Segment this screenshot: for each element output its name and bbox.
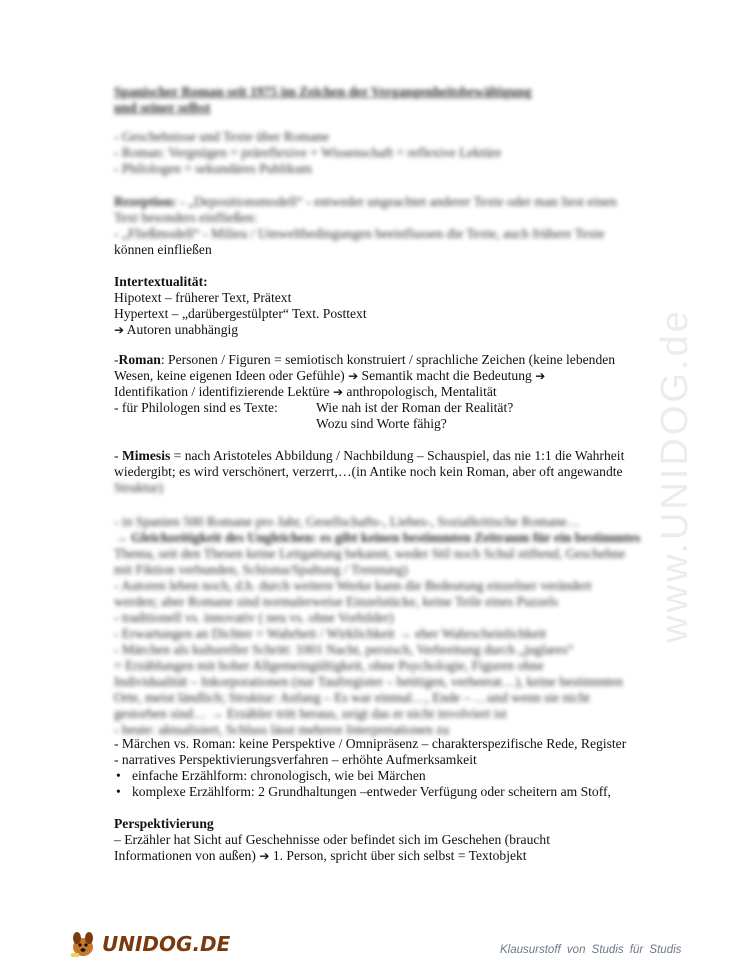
blurred-line: - in Spanien 500 Romane pro Jahr, Gesellschafts-, Liebes-, Sozialkritische Romane… bbox=[114, 514, 581, 529]
mimesis-line bbox=[114, 448, 644, 464]
blurred-line: - Märchen als kultureller Schritt: 1001 Nacht, persisch, Verbreitung durch „juglares“ bbox=[114, 642, 574, 657]
rezeption-text: - „Depositionsmodell“ - entweder ungeachtet anderer Texte oder man liest einen bbox=[176, 194, 617, 209]
mimesis-label: Mimesis bbox=[121, 448, 171, 463]
intro-list bbox=[114, 129, 644, 177]
philologen-label: - für Philologen sind es Texte: bbox=[114, 400, 278, 415]
blurred-line: Orte, meist ländlich; Struktur: Anfang – Es war einmal…, Ende – …und wenn sie nicht bbox=[114, 690, 590, 705]
blurred-section bbox=[114, 514, 644, 738]
rezeption-line: - „Fließmodell“ - Milieu / Umweltbedingungen beeinflussen die Texte, auch frühere Texte bbox=[114, 226, 605, 241]
list-item: • komplexe Erzählform: 2 Grundhaltungen –entweder Verfügung oder scheitern am Stoff, bbox=[114, 784, 644, 800]
blurred-line: = Erzählungen mit hoher Allgemeingültigkeit, ohne Psychologie, Figuren ohne bbox=[114, 658, 544, 673]
mimesis-line: wiedergibt; es wird verschönert, verzerrt,…(in Antike noch kein Roman, aber oft angewandte bbox=[114, 464, 623, 479]
rezeption-visible-line: können einfließen bbox=[114, 242, 212, 257]
intro-item: - Roman: Vergnügen = präreflexive + Wissenschaft = reflexive Lektüre bbox=[114, 145, 502, 160]
roman-label: Roman bbox=[118, 352, 161, 367]
blurred-line: - Erwartungen an Dichter = Wahrheit / Wirklichkeit → eher Wahrscheinlichkeit bbox=[114, 626, 547, 641]
intro-item: - Philologen = sekundäres Publikum bbox=[114, 161, 312, 176]
mimesis-section bbox=[114, 448, 644, 496]
blurred-line: - Autoren leben noch, d.h. durch weitere Werke kann die Bedeutung einzelner verändert bbox=[114, 578, 592, 593]
intertext-line: Hipotext – früherer Text, Prätext bbox=[114, 290, 292, 305]
roman-section bbox=[114, 352, 644, 432]
roman-text: Semantik macht die Bedeutung bbox=[361, 368, 532, 383]
roman-text: Identifikation / identifizierende Lektüre bbox=[114, 384, 330, 399]
blurred-line: Individualität – Inkorporationen (nur Taufregister – betitigen, verheerat…), keine bestimmten bbox=[114, 674, 623, 689]
right-arrow-icon: ➔ bbox=[348, 369, 359, 383]
right-arrow-icon: ➔ bbox=[259, 849, 270, 863]
philologen-question: Wie nah ist der Roman der Realität? bbox=[316, 400, 514, 415]
right-arrow-icon: ➔ bbox=[535, 369, 546, 383]
roman-text: anthropologisch, Mentalität bbox=[346, 384, 497, 399]
roman-line bbox=[114, 368, 644, 384]
rezeption-line: Text besonders einfließen: bbox=[114, 210, 258, 225]
rezeption-line bbox=[114, 194, 644, 210]
intertext-heading: Intertextualität: bbox=[114, 274, 208, 289]
document-title bbox=[114, 84, 532, 116]
blurred-line: mit Fiktion verbunden, Schisma/Spaltung / Trennung) bbox=[114, 562, 408, 577]
intertext-line: Hypertext – „darübergestülpter“ Text. Posttext bbox=[114, 306, 367, 321]
roman-prefix: - bbox=[114, 352, 119, 367]
intro-item: - Geschehnisse und Texte über Romane bbox=[114, 129, 330, 144]
philologen-question: Wozu sind Worte fähig? bbox=[316, 416, 447, 431]
maerchen-section bbox=[114, 736, 644, 800]
intertext-arrow-text: Autoren unabhängig bbox=[126, 322, 239, 337]
rezeption-label: Rezeption: bbox=[114, 194, 177, 209]
perspektive-section bbox=[114, 816, 644, 864]
narrative-line: - narratives Perspektivierungsverfahren – erhöhte Aufmerksamkeit bbox=[114, 752, 477, 767]
roman-text: Wesen, keine eigenen Ideen oder Gefühle) bbox=[114, 368, 345, 383]
perspektive-text: Informationen von außen) bbox=[114, 848, 256, 863]
footer-slogan: Klausurstoff von Studis für Studis bbox=[500, 944, 682, 956]
perspektive-line bbox=[114, 848, 644, 864]
maerchen-line: - Märchen vs. Roman: keine Perspektive / Omnipräsenz – charakterspezifische Rede, Register bbox=[114, 736, 627, 751]
blurred-line: - heute: aktualisiert, Schluss lässt mehrere Interpretationen zu bbox=[114, 722, 450, 737]
list-item: • einfache Erzählform: chronologisch, wie bei Märchen bbox=[114, 768, 644, 784]
perspektive-heading: Perspektivierung bbox=[114, 816, 214, 831]
logo-text: UNIDOG.DE bbox=[102, 932, 231, 956]
right-arrow-icon: ➔ bbox=[114, 323, 125, 337]
philologen-line bbox=[114, 400, 644, 416]
roman-line bbox=[114, 352, 644, 368]
mimesis-prefix: - bbox=[114, 448, 122, 463]
watermark-text: www.UNIDOG.de bbox=[653, 307, 696, 643]
blurred-line: gestorben sind… → Erzähler tritt heraus, zeigt das er nicht involviert ist bbox=[114, 706, 507, 721]
roman-line bbox=[114, 384, 644, 400]
intertext-arrow-line bbox=[114, 322, 644, 338]
roman-text: : Personen / Figuren = semiotisch konstruiert / sprachliche Zeichen (keine lebenden bbox=[160, 352, 616, 367]
rezeption-section bbox=[114, 194, 644, 258]
perspektive-text: 1. Person, spricht über sich selbst = Textobjekt bbox=[272, 848, 527, 863]
title-line: und seiner selbst bbox=[114, 100, 211, 115]
title-line: Spanischer Roman seit 1975 im Zeichen der Vergangenheitsbewältigung bbox=[114, 84, 532, 99]
intertext-section bbox=[114, 274, 644, 338]
blurred-line: - traditionell vs. innovativ ( neu vs. ohne Vorbilder) bbox=[114, 610, 394, 625]
mimesis-text: = nach Aristoteles Abbildung / Nachbildung – Schauspiel, das nie 1:1 die Wahrheit bbox=[170, 448, 625, 463]
blurred-line: Thema, seit den Thesen keine Leitgattung bekannt, weder Stil noch Schul stiftend, Geschehne bbox=[114, 546, 626, 561]
mimesis-line: Struktur) bbox=[114, 480, 164, 495]
blurred-line: → Gleichzeitigkeit des Ungleichen: es gibt keinen bestimmten Zeitraum für ein bestimmtes bbox=[114, 530, 641, 545]
right-arrow-icon: ➔ bbox=[332, 385, 343, 399]
unidog-logo[interactable] bbox=[68, 928, 230, 960]
blurred-line: werden; aber Romane sind normalerweise Einzelstücke, keine Teile eines Puzzels bbox=[114, 594, 559, 609]
perspektive-line: – Erzähler hat Sicht auf Geschehnisse oder befindet sich im Geschehen (braucht bbox=[114, 832, 550, 847]
dog-mascot-icon bbox=[68, 929, 98, 959]
